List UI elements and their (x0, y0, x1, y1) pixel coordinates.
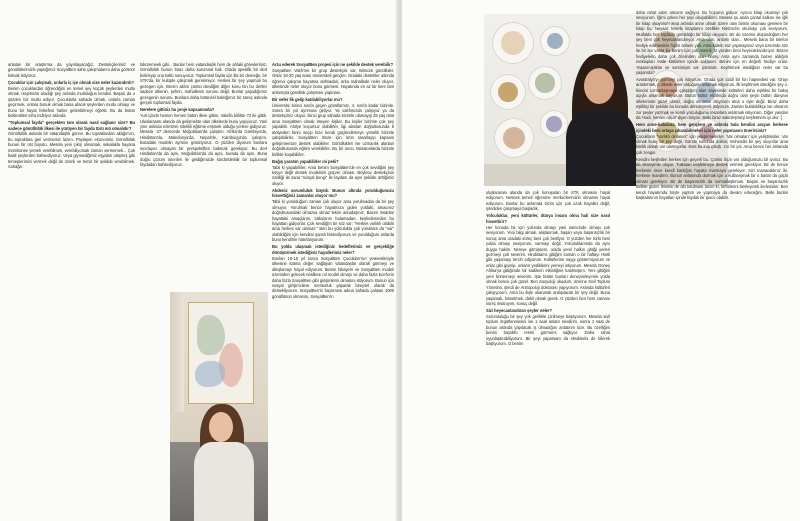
paragraph (8, 62, 135, 78)
paragraph (272, 159, 394, 187)
paragraph (272, 188, 394, 243)
paragraph (272, 244, 394, 299)
floor-lamp-shape (170, 292, 184, 412)
decorative-plate (492, 22, 534, 64)
interview-question: Sizi heyecanlandıran şeyler neler? (486, 308, 552, 314)
decorative-plate (494, 118, 534, 158)
interview-question: Nerelere gittiniz bu proje kapsamında? (140, 107, 215, 113)
decorative-plate (490, 74, 526, 110)
decorative-plate (540, 110, 568, 138)
answer-text: Bunları 10-15 yıl sonra SosyalBen Çocukları'nın yetenekleriyle ülkesine katma değer sağlayan vatandaşlar olarak görmeyi ve alkışlamayı hayal ediyorum. Benim hikayem ve SosyalBen modeli üzerinden gelecek nesillere rol model olmayı ve daha fazla Ece'lerin daha fazla SosyalBen gibi girişimlerin olmasını istiyorum. Bunun için sosyal girişimcilere mentorluk yaparak bireysel olarak da destekliyorum. SosyalBen'in büyümesi adına sahada çalışan 1000 gönüllünün olmasını, SosyalBen'in (272, 255, 394, 299)
answer-text: Avustralya'yı görmeyi çok istiyorum. Orada çok ciddi bir fon hapsedesi var. Orayı arastırmak, o ülkede neler olduğunu anlamak istiyorum. İlk kephtmek istediğim şey o. İkincisi uzmanlaşmaya çalıştığım alan sayesinde kültürleri daha eşitliksi bir bakış açıyla anlamak istiyorum. Bütün kültür etrafında doğru olan şeyin bütün dünyaın ülkelerinde güzel olmaz, doğru olmasını istiyorum ama o öyle değil. Biraz daha eşitlikçi bir şekilde bu konuda derinleşmek istiyorum. Zaman bulabildikçe ise olmanın zor şeyler yazmak ve kendi yolculuğumu insanlara anlatmak istiyorum. Diğer yandan da 'Hadi, hemen olsun' diyen biriyim. Belki biraz sakinleşmeyi keşfetmem iyi olur :) (636, 77, 788, 121)
answer-text: anlatan bir araştırma da yayınlayacağız. Destekçilerimiz ve gönüllülerimizle yaptığımız SosyalBen sahe çalışmalarını daha görünür kılmak istiyoruz. (8, 62, 135, 78)
answer-text: Üniversite birinci sınıfa geçen gönüllümüz, 4. sınıfa kadar bizimle. Sonra bir yol ayrımına geliyor. Ya vakfımızda çalışıyor ya da destekçimiz oluyor. İkinci grup sahada bizimle olamayıp 25 yaş üstü ama SosyalBen olmak isteyen kişiler. Bu kişiler bizimle çok şey yapabilir. Atölye koçumuz olabilirler, ilgi alanları doğrultusunda 8 atölyeden birini seçip bize kendi güçlendirmeye yönelik bizimle çalışabilirler. SosyalBen Store için ürün tasarlayıp kapsam gelişirmemize destek olabilirler. Gönüllükleri ise uzmanlık alanları doğrultusunda eğitim verebilirler. Bu bir öncü. Maratonlarda bizimle birlikte koşabilirler. (272, 102, 394, 157)
paragraph (636, 77, 788, 121)
woman-face-shape (584, 68, 614, 104)
right-page (402, 0, 800, 521)
woman-dress-shape (566, 110, 636, 186)
artwork-blob-3 (195, 361, 225, 387)
answer-text: Tabii ki yapabilirler. Ama benim SosyalBen'de en çok sevdiğim şey köyye değil destek modelinin güçver olması. Böylece destekçinin özelliği ile sana "sosyal bengi" ile faydası da aynı şekilde ürttiğimiz oluyor. (272, 164, 394, 186)
right-page-column-1 (486, 190, 610, 515)
answer-text: Sorumluluğu bir şey yok gerilikle çizilmeye başlıyorum. Mesela sivil toplum örgütlenmesini ise 1 saat anlatır sevdirim, sonra 1 saat de bunun aslında yapılacak iş olmadığını anlatırım size. Bu özelliğim benim büyüklü resmi görmemi sağlıyor. Daha rahat oyunlaştırabiliyorum. Bir şeyi yaparsam da eksiklerini de bilerek başlıyorum. O benim (486, 313, 610, 347)
answer-text: tüküremeek gibi... Bunlar hem vatandaşlık hem de ahlaki görevlerimiz. Gönüllülük bunun biraz daha kurumsal hali. Orada spesifik bir dert belirleyip ona katkı sunuyoruz. Toplumsal fayda için illa bir derneğe, bir STK'da, bir kulüpte çalışmak gerekmiyor. Herkes bir şey yapmalı bu gezegen için. Benim aklım çünkü istediğim diğer konu tsn bu dertler sadece ülkenin, şehrin, mahallenin sorunu değil. Bunlar yaşadığımız gezegenin sorunu. Bunlara daha bütünsel baktığımız bir süreç aslında gerçek toplumsal fayda. (140, 62, 267, 106)
interview-question: Bağış yaratım yapabilirler mi peki? (272, 158, 339, 164)
paragraph (486, 308, 610, 347)
person-face-shape (209, 412, 233, 442)
paragraph (272, 97, 394, 157)
interview-question: Yolculuklar, yeni kültürler, dünya insanı olma hali size nasıl hissettirir? (486, 213, 610, 224)
answer-text: Kendini keşfeden herkes için geçerli bu. Çünkü hiçin var olduğumuzu bil iyoruz. Bu da deneyimle oluyor. Tutkuları keşfetmeye destek vermek gerekiyor. Bir de bence herkesin önce kendi kanlığını hayata marmaya gerekiyor. Sizi manacaklınız iki, herkese mandırın. Bunun anlasında durmak için o kullanışmak bir o barlar da güçlü olması gerekiyor. Bir de başarısızlık da normalleştirmek. Başarı ve başarısızlık birlikte güzel. İkisinin de altı tutulması lazım ki, birbirlerini besleyerek ilerlesinler. Ben kendi hayatımda böyle yaptım ve yapmaya da devam edeceğim. Belki bunlar başkalarının hayatları içinde faydalı bir ipucu olabilir. (636, 156, 788, 201)
left-page-column-2 (140, 62, 267, 290)
left-page-column-3 (272, 62, 394, 514)
answer-text: Çocukların "varlıklı olmasını" için yetiştirmesinler. 'Var olmaları' için yetiştirsinler. Var olmak kolay bir şey değil. Günün sonunda doktor, mühendis bir şey oluyorlar ama kimlik olarak var olamıyorlar. Evet bu inış çıkışlı, zor bir yol. Ama bence her anlamda çok zengin. (636, 133, 788, 155)
paragraph (486, 213, 610, 306)
answer-text: uluslararası alanda da çok konuşulan bir STK olmasını hayal ediyorum. Nesnek temeli öğrenme merkezlerimizin olmasını hayal ediyorum. Bunlar bu anlamda bizim için çok uzak hayaller değil, şimdiden çalışmaya başladık. (486, 190, 610, 212)
left-page (0, 0, 398, 521)
answer-text: Gönüllülük aslında bir vatandaşlık görevi. Bu topraklardan aldığımızı, bu topraklara geri vermemiz lazım. Paylaşım ekonomisi. Gönüllülük bunun bir üst boyutu. Mesela yeni çıkış olmamak, sekalakla hayana mümkünse yemek verebilmek, verebiliyorsak zaman vermemek... Çok basit şeylerden bahsediyoruz. Veya giymediğimiz eşyaları ulaşmış gibi temeplerimizi vermek değil de özenli ve temiz bir şekilde verebilmek. Sokağa (8, 131, 135, 170)
left-page-column-1 (8, 62, 135, 514)
decorative-plate (540, 26, 570, 56)
paragraph (486, 190, 610, 212)
paragraph (636, 122, 788, 155)
paragraph (140, 107, 267, 167)
paragraph (636, 10, 788, 75)
answer-text: Her konuda bir için yolunda olmayı yani sürecinde olmayı çok seviyorum. Yeni bilgi almak, alışlanmak, başarı veya başarısızlık bir sonuç ama oradaki süreç beni çok besliyor. O yüzden her türlü beni yolda olmayı seviyorum, varmayı değil. Yolculuklarımda da aynı duygu hakim. Nereye gitmişsem, orada yerel halkın gittiği yerleri gezmeyi çok severim. Hindistan'a gittiğim zaman o bir haftayı Hintli gibi yaşamayı tercih ediyorum. Kültürlerine saygı göstermiyorum ve onlar gibi giyinip, onların yediklerini yemeyi istiyorum. Mesela Güney Afrika'ya gittiğimde bir kadilerin etkinliğine katılmıştım. Yeni gittiğim yere bürünmeyi severim. İşte bütün bunları deneyimleyerek yolda olmak bence çok güzel. Ben Sosyoloji okudum, üzerine Sivil Toplum Yönetimi, şimdi de Antropoloji doktorası yapıyorum. Aslında kültürleri çalışıyorum. Ama bu ilişki okanarak anlaşılacak bir şey değil. Buna yaşamak, hissetmek, dahil olmak gerek. O yüzden ben hem zamanı süreç insanıyım, sonuç değil. (486, 224, 610, 307)
answer-text: daha rahat adım atmamı sağlıyor. Bu hoşuma gidiyor. Ayrıca kitap okumayı çok seviyorum. İğimi çeken her şeyi okuyabilirim. Mesela şu anda çantal kalkını ise iğili bir kitap okuyorum ama aslında anne olmak üzere olan birinin okuması gereken bir kitap bu. Neyaaz felsefe kitaplarını özellikle Nietzsche okumayı çok seviyorum. Mutfakta her sayfada görüldüğü bir kitap okuyum. Bir de üzerine düşündüğüm her şey beni çok heyecanlandırıyor. Ama olan, anlamı olan... Mesela bana bir telefon hediye edilmesinin hiçbir anlamı yok. Ama kalem süz yapmayanız veya üzerinde söz ile bir anı varsa bu benim için çok önemli. O yüzden beni heyecanlandırıyor. Bazen hediyelerin daha çok özelinden olan hepsi. Ama aynı zamanda bazen aldığım mektupları evde klasörleri içinde saklarım. Benim için en değerli hediye onlar. Yaşanmışlıklar ve samimiyet var içlerinde. Kephtimek istediğiniz neler var bu yaşamda? (636, 10, 788, 75)
decorative-plate (528, 66, 562, 100)
artwork-blob-1 (197, 315, 225, 355)
person-sweater-shape (194, 442, 254, 521)
answer-text: Benim çocuklardan öğrendiğim en temel şey küçük şeylerden mutlu olmak. Hepimizin aradığı şey aslında mutluluğun kendisi. Başarı da o şüzden biz mutlu ediyor. Çocuklarla sahada olmak, onlarla zaman geçirmek, onlara bonuk olmak bana afacık şeylerden mutlu olmayı ve bunu bir hayat felsefesi haline getirebilmeyi öğretti. Bu da bütün beklentileri sıfra indiriyor aslında. (8, 85, 135, 119)
right-page-column-2 (636, 10, 788, 515)
paragraph (140, 62, 267, 106)
woman-on-sofa-photo (170, 292, 268, 521)
framed-artwork (188, 302, 254, 404)
interview-question: Arzu ederek SosyalBen projesi için ne şekilde destek verebilir? (272, 62, 394, 67)
answer-text: Yurt içinde hemen hemen bütün illere gittim, Vakıfla birlikte 72 ile gittik. Uluslararası alanda da gelişmekte olan ülkelerde bunu yapıyoruz. Yani yine aslında ezimtrım nitelikli eğitime erişmek olduğu yerlere gidiyoruz. Mesela -27 derecede Moğolistan'da çalıştım. Afrika'da Gambiya'da, Hindistan'da, Maledonya'da, Nepal'de, Kamboçya'da çalıştım. Buradaki modelin ayrısını göstiriyoruz. O yüzden diyorum bunlara sınırlayıcı olmayan bir perspektiften bakmak gerekiyor. Bu dert Hindistan'da da aynı, Moğolistan'da da aynı, burada da aynı. Buna doğru çözüm önerileri ile geldiğimizde sürdürülebilir bir toplumsal faydadan bahsediyoruz. (140, 113, 267, 168)
interview-question: Bu yolda ulaşmak istediğiniz hedeflerimiz ve gerçekliğe dönüşürmek istediğiniz hayallerimiz neler? (272, 244, 394, 255)
paragraph (636, 157, 788, 201)
interview-question: Bir sefer lik gelip katılabiliyorlar mu? (272, 96, 343, 102)
paragraph (272, 62, 394, 95)
paragraph (8, 80, 135, 119)
answer-text: Tabii ki yorulduğum zaman çok oluyor ama yorulmadan da bir şey olmuyor. Yorulmak bence hayatınıza giden yoldaki, amacınız doğrultusundaki olmazsa olmaz tekim arkadaşınız. Bazen insanlar hayattaki amaçlarını, tutkularını bulamadan, keşfedemeden bu hayattan gidiyorlar. Çok sevdiğim bir söz var: "Herkes varlıklı olabilir ama herkes var olamaz." Ben bu yolculukta çok yorulsam da "var" olabildiğim için kendimi şanslı hissediyorum ve yorulduğum anlarda bunu kendime hatırlatıyorum. (272, 199, 394, 243)
interview-question: "Toplumsal fayda" gerçekten tam olarak nasıl sağlanır size? Bu sadece gönüllülük ilkesi ile yürüyen bir fayda türü mü olmalıdır? (8, 120, 135, 131)
interview-question: Çocuklar için çalışmak, onlarla iç içe olmak size neler kazandırdı? (8, 79, 134, 85)
paragraph (8, 120, 135, 169)
answer-text: SosyalBen Vakfı'nın bir grup destekçisi var. Birincisi gönüllüler. Onlar 18-20 yaş arası üniversiteli gençler. Oradaki destekler aslında öğrenci çalışma hayatına atılmadan, arka mahallede neler oluyor, ülkesinde neler oluyor bunu görmesi. Hayatında en az bir kere tam anlamıyla gönüllük çalışması yapması. (272, 67, 394, 95)
interview-question: Hem anne-babalara, hem gençlere ve aslında hala kendini arayan herkese içindeki beni ortaya çıkarabilmeleri için neler yapmasını önerirsiniz? (636, 122, 788, 133)
interview-question: Akdeniz sorumluluk büyük. Bunun altında yorulduğunuzu hissettiğiniz zamanlar oluyor mu? (272, 187, 394, 199)
